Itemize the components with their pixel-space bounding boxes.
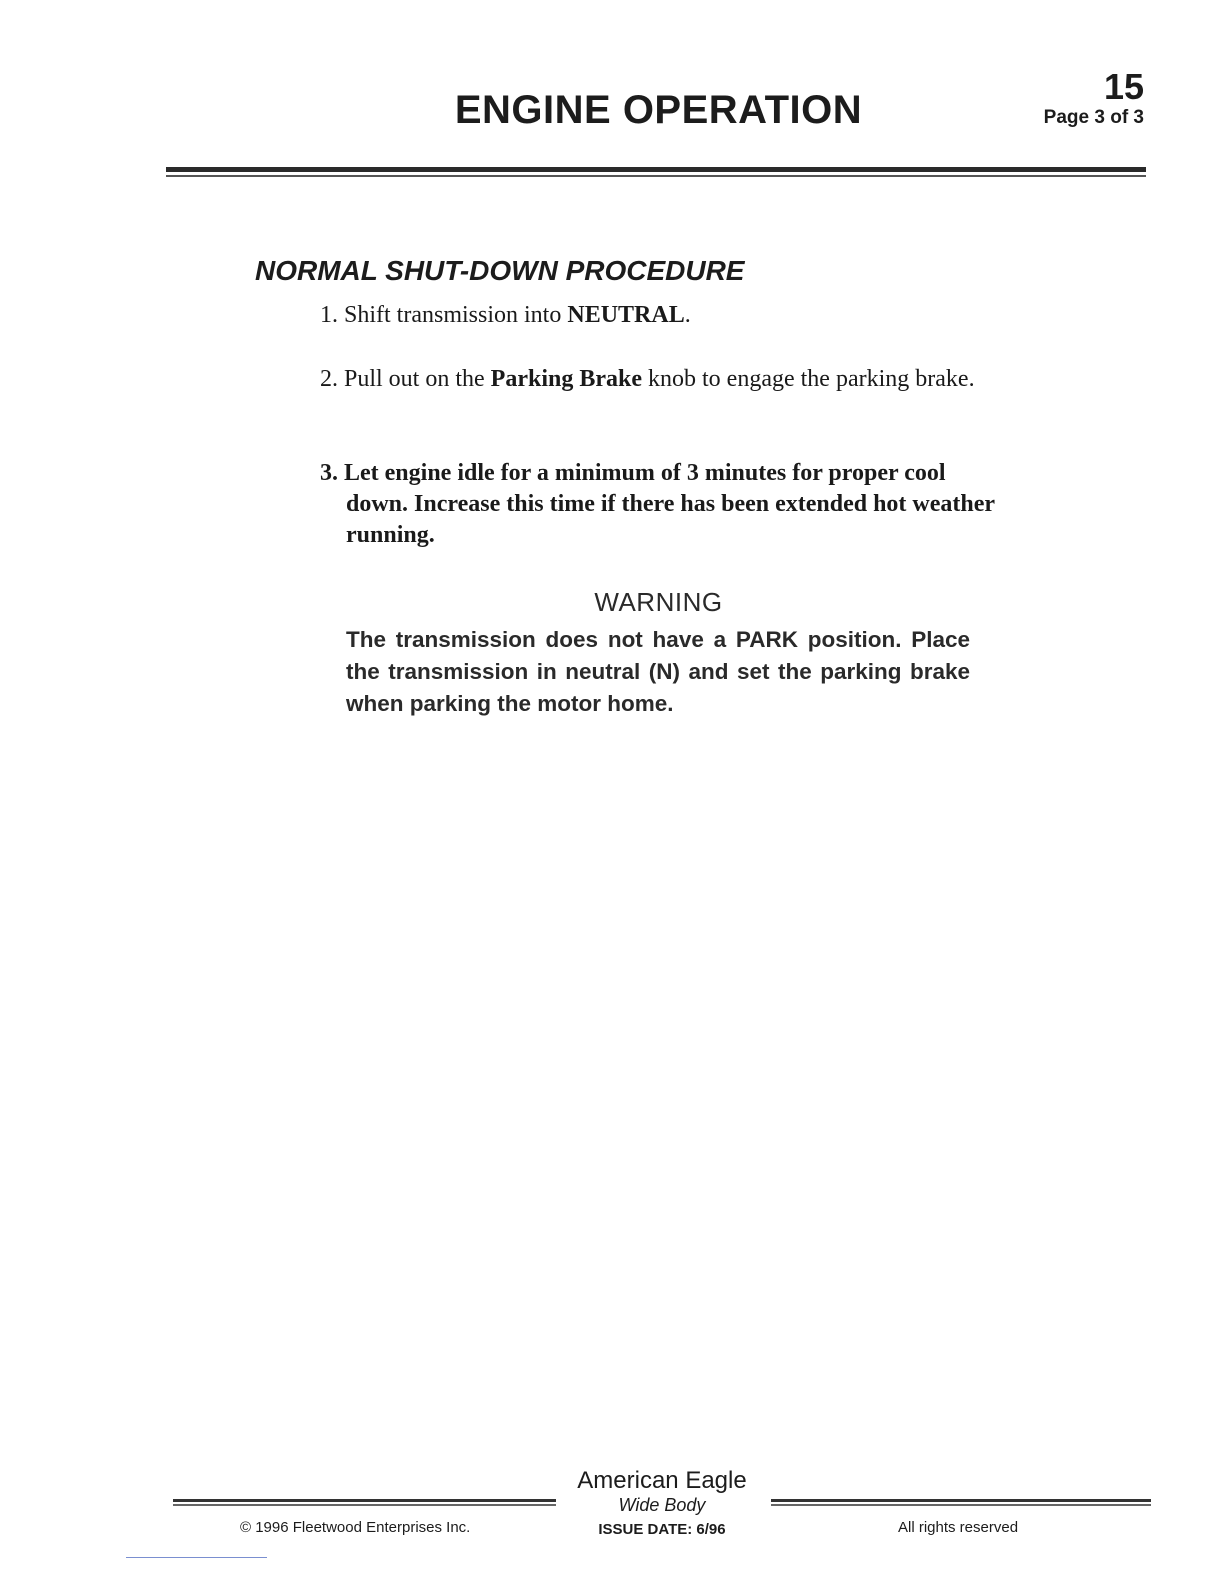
footer-model: Wide Body: [618, 1495, 706, 1515]
step-text: Let engine idle for a minimum of 3 minutes for proper cool down. Increase this time if there has been extended hot weather running.: [344, 460, 995, 548]
footer-issue-date: ISSUE DATE: 6/96: [598, 1521, 726, 1538]
page-title: ENGINE OPERATION: [454, 88, 863, 132]
step-text: Pull out on the: [344, 366, 491, 392]
warning-title: WARNING: [594, 587, 723, 617]
footer-brand: American Eagle: [577, 1467, 747, 1494]
warning-text: The transmission does not have a PARK position. Place the transmission in neutral (N) and set the parking brake when parking the motor home.: [346, 627, 970, 716]
step-keyword: NEUTRAL: [567, 302, 685, 328]
procedure-step-1: [320, 300, 1006, 331]
step-text-end: .: [684, 302, 691, 328]
step-number: 2.: [320, 366, 338, 392]
page-indicator: Page 3 of 3: [1043, 107, 1144, 128]
step-keyword: Parking Brake: [490, 366, 643, 392]
step-number: 1.: [320, 302, 338, 328]
step-text-end: knob to engage the parking brake.: [642, 366, 975, 392]
procedure-step-3: [320, 458, 1006, 551]
scan-edge-line: [126, 1557, 267, 1558]
header-rule-thin: [166, 175, 1146, 177]
step-number: 3.: [320, 460, 338, 486]
procedure-step-2: [320, 364, 1006, 395]
header-rule: [166, 167, 1146, 172]
step-text: Shift transmission into: [344, 302, 568, 328]
footer-copyright: © 1996 Fleetwood Enterprises Inc.: [240, 1519, 471, 1536]
section-heading: NORMAL SHUT-DOWN PROCEDURE: [255, 255, 745, 286]
chapter-number: 15: [1103, 66, 1144, 107]
footer-rights: All rights reserved: [898, 1519, 1019, 1536]
